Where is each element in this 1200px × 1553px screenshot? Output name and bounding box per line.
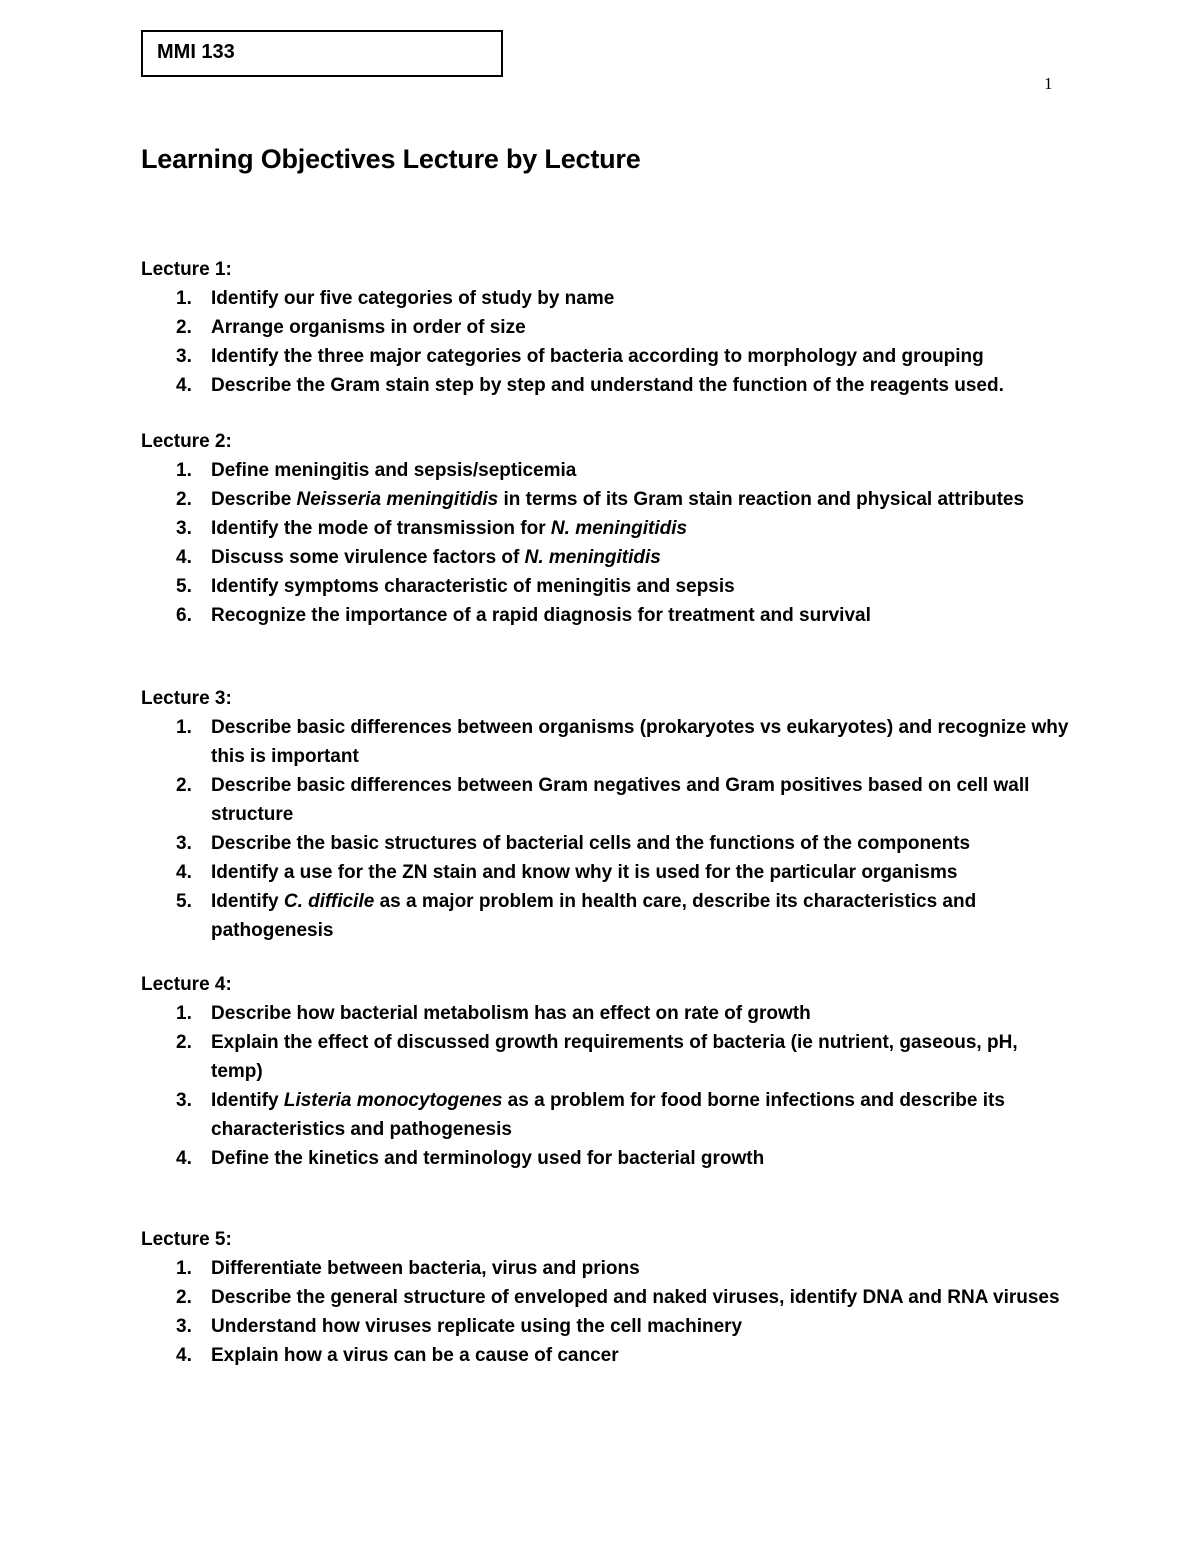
objective-item xyxy=(141,543,1071,572)
objective-item xyxy=(141,1341,1071,1370)
objective-item xyxy=(141,284,1071,313)
objective-item xyxy=(141,601,1071,630)
objective-text: Identify the three major categories of bacteria according to morphology and grouping xyxy=(211,346,984,367)
lecture-heading: Lecture 1: xyxy=(141,259,232,280)
organism-name: Neisseria meningitidis xyxy=(296,489,499,510)
organism-name: Listeria monocytogenes xyxy=(283,1090,503,1111)
objective-text: Define the kinetics and terminology used for bacterial growth xyxy=(211,1148,765,1169)
objective-number: 1. xyxy=(176,717,192,738)
objective-item xyxy=(141,829,1071,858)
objective-number: 1. xyxy=(176,1003,192,1024)
objective-item xyxy=(141,858,1071,887)
objective-text: Arrange organisms in order of size xyxy=(211,317,526,338)
objective-list xyxy=(141,999,1071,1173)
objective-list xyxy=(141,1254,1071,1370)
objective-number: 3. xyxy=(176,1316,192,1337)
objective-text: in terms of its Gram stain reaction and physical attributes xyxy=(498,489,1025,510)
objective-item xyxy=(141,713,1071,771)
objective-text: Identify xyxy=(211,1090,284,1111)
objective-item xyxy=(141,1144,1071,1173)
objective-item xyxy=(141,887,1071,945)
objective-text: Describe the Gram stain step by step and understand the function of the reagents used. xyxy=(211,375,1004,396)
objective-number: 1. xyxy=(176,1258,192,1279)
objective-number: 4. xyxy=(176,1148,192,1169)
lecture-section xyxy=(141,255,1071,400)
objective-text: Describe how bacterial metabolism has an effect on rate of growth xyxy=(211,1003,811,1024)
objective-number: 5. xyxy=(176,576,192,597)
lecture-section xyxy=(141,1225,1071,1370)
objective-text: as a problem for food borne infections and describe its characteristics and pathogenesis xyxy=(211,1090,1005,1140)
objective-text: Define meningitis and sepsis/septicemia xyxy=(211,460,577,481)
lecture-heading: Lecture 2: xyxy=(141,431,232,452)
objective-text: Describe the basic structures of bacterial cells and the functions of the components xyxy=(211,833,971,854)
page-number: 1 xyxy=(1044,74,1053,93)
organism-name: N. meningitidis xyxy=(550,518,688,539)
objective-number: 4. xyxy=(176,862,192,883)
course-code: MMI 133 xyxy=(157,41,235,63)
objective-text: as a major problem in health care, describe its characteristics and pathogenesis xyxy=(211,891,977,941)
objective-number: 3. xyxy=(176,1090,192,1111)
lecture-section xyxy=(141,427,1071,630)
objective-item xyxy=(141,1086,1071,1144)
objective-number: 2. xyxy=(176,1287,192,1308)
objective-list xyxy=(141,456,1071,630)
objective-text: Differentiate between bacteria, virus and prions xyxy=(211,1258,640,1279)
objective-number: 6. xyxy=(176,605,192,626)
objective-number: 3. xyxy=(176,833,192,854)
objective-text: Describe the general structure of enveloped and naked viruses, identify DNA and RNA viruses xyxy=(211,1287,1060,1308)
lecture-heading: Lecture 5: xyxy=(141,1229,232,1250)
objective-number: 4. xyxy=(176,1345,192,1366)
objective-number: 2. xyxy=(176,489,192,510)
organism-name: C. difficile xyxy=(283,891,375,912)
objective-text: Explain how a virus can be a cause of cancer xyxy=(211,1345,619,1366)
objective-number: 1. xyxy=(176,288,192,309)
objective-item xyxy=(141,342,1071,371)
lecture-section xyxy=(141,970,1071,1173)
objective-number: 2. xyxy=(176,775,192,796)
objective-number: 4. xyxy=(176,547,192,568)
organism-name: N. meningitidis xyxy=(524,547,661,568)
objective-text: Recognize the importance of a rapid diagnosis for treatment and survival xyxy=(211,605,871,626)
objective-item xyxy=(141,771,1071,829)
objective-item xyxy=(141,999,1071,1028)
objective-item xyxy=(141,572,1071,601)
objective-number: 2. xyxy=(176,1032,192,1053)
objective-item xyxy=(141,1283,1071,1312)
document-title: Learning Objectives Lecture by Lecture xyxy=(141,144,641,174)
objective-number: 4. xyxy=(176,375,192,396)
objective-text: Discuss some virulence factors of xyxy=(211,547,525,568)
objective-number: 1. xyxy=(176,460,192,481)
objective-text: Identify our five categories of study by name xyxy=(211,288,615,309)
lecture-heading: Lecture 4: xyxy=(141,974,232,995)
objective-text: Describe basic differences between organisms (prokaryotes vs eukaryotes) and recognize why this is important xyxy=(211,717,1069,767)
objective-text: Identify the mode of transmission for xyxy=(211,518,551,539)
objective-text: Describe basic differences between Gram negatives and Gram positives based on cell wall structure xyxy=(211,775,1030,825)
objective-item xyxy=(141,485,1071,514)
objective-item xyxy=(141,1312,1071,1341)
objective-number: 2. xyxy=(176,317,192,338)
objective-text: Understand how viruses replicate using the cell machinery xyxy=(211,1316,743,1337)
objective-item xyxy=(141,371,1071,400)
lecture-heading: Lecture 3: xyxy=(141,688,232,709)
objective-number: 5. xyxy=(176,891,192,912)
objective-number: 3. xyxy=(176,518,192,539)
objective-text: Identify xyxy=(211,891,284,912)
objective-item xyxy=(141,313,1071,342)
objective-number: 3. xyxy=(176,346,192,367)
lecture-section xyxy=(141,684,1071,945)
objective-text: Identify symptoms characteristic of meningitis and sepsis xyxy=(211,576,735,597)
objective-text: Identify a use for the ZN stain and know why it is used for the particular organisms xyxy=(211,862,958,883)
course-code-box xyxy=(141,30,503,77)
objective-item xyxy=(141,456,1071,485)
objective-item xyxy=(141,514,1071,543)
objective-text: Explain the effect of discussed growth requirements of bacteria (ie nutrient, gaseous, pH, temp) xyxy=(211,1032,1018,1082)
objective-text: Describe xyxy=(211,489,297,510)
objective-item xyxy=(141,1028,1071,1086)
objective-list xyxy=(141,713,1071,945)
objective-item xyxy=(141,1254,1071,1283)
objective-list xyxy=(141,284,1071,400)
